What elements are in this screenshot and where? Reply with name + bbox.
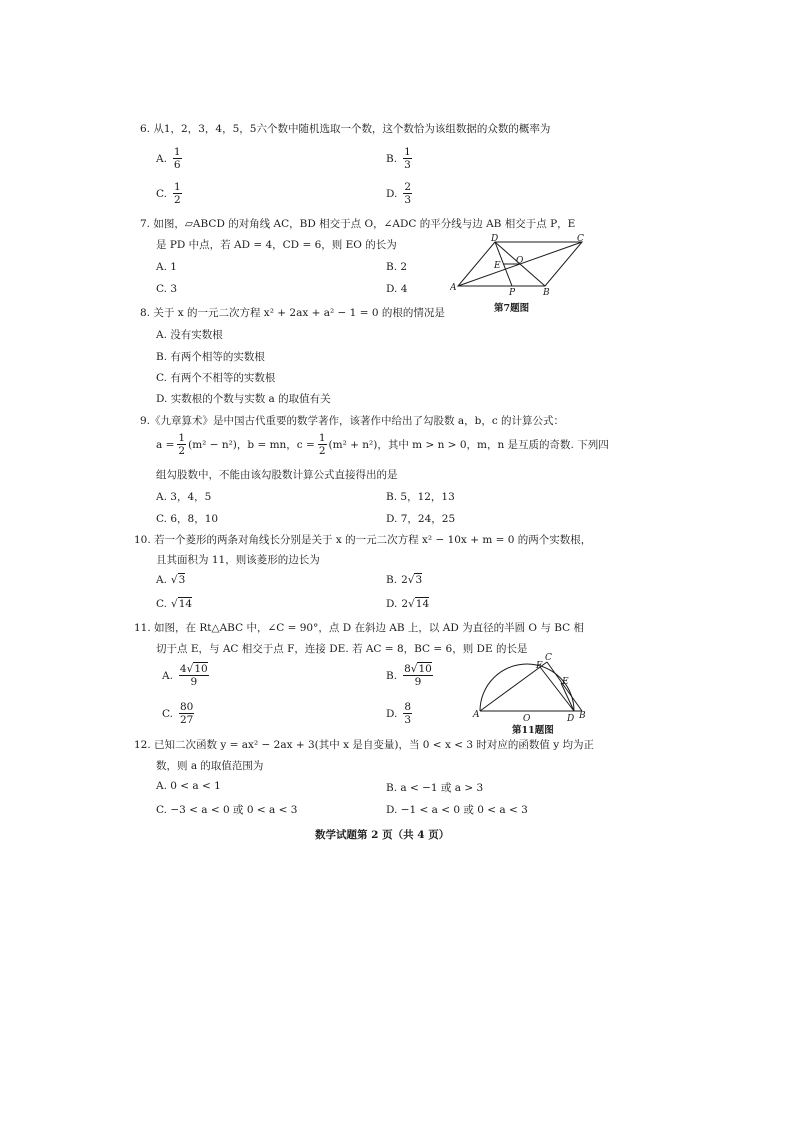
q12-option-b[interactable]: B. a < −1 或 a > 3	[386, 782, 484, 794]
q9-formula-a-prefix: a =	[156, 438, 175, 451]
q7-option-a[interactable]: A. 1	[156, 261, 177, 273]
q12-option-d[interactable]: D. −1 < a < 0 或 0 < a < 3	[386, 804, 528, 816]
q6-option-a[interactable]	[156, 146, 182, 171]
q11-semicircle-arc	[480, 664, 574, 711]
q6-option-d-label: D.	[386, 187, 398, 200]
q11-d-numerator: 8	[404, 701, 412, 713]
q11-label-c: C	[545, 653, 552, 663]
q7-label-e: E	[494, 261, 501, 271]
q11-a-denominator: 9	[190, 676, 198, 688]
q12-stem-line2: 数，则 a 的取值范围为	[156, 760, 264, 772]
q9-formula-a-suffix: (m² − n²)，b = mn，c =	[188, 439, 315, 451]
q11-option-d-label: D.	[386, 707, 398, 720]
q9-stem-line1: 9.《九章算术》是中国古代重要的数学著作，该著作中给出了勾股数 a，b，c 的计算公式：	[140, 415, 565, 427]
q11-stem-line2: 切于点 E，与 AC 相交于点 F，连接 DE. 若 AC = 8，BC = 6，则 DE 的长是	[156, 643, 528, 655]
q6-b-numerator: 1	[404, 146, 411, 158]
q6-a-denominator: 6	[173, 159, 181, 171]
q9-option-d[interactable]: D. 7，24，25	[386, 513, 456, 525]
q10-option-b[interactable]	[386, 573, 422, 586]
q10-stem-line2: 且其面积为 11，则该菱形的边长为	[156, 554, 320, 566]
q11-d-denominator: 3	[404, 714, 412, 726]
q11-b-radicand: 10	[418, 663, 432, 675]
q7-option-c[interactable]: C. 3	[156, 283, 178, 295]
q6-a-numerator: 1	[173, 146, 181, 158]
q11-stem-line1: 11. 如图，在 Rt△ABC 中，∠C = 90°，点 D 在斜边 AB 上，以 AD 为直径的半圆 O 与 BC 相	[134, 622, 585, 634]
q6-c-numerator: 1	[174, 181, 181, 193]
q11-label-e: E	[562, 677, 569, 687]
q11-figure-caption: 第11题图	[512, 725, 554, 736]
q10-a-radicand: 3	[178, 574, 186, 586]
q7-option-b[interactable]: B. 2	[386, 261, 408, 273]
q9-formula-a-frac-den: 2	[178, 445, 186, 457]
q6-option-c-label: C.	[156, 187, 167, 200]
q11-label-b: B	[579, 711, 586, 721]
q7-label-c: C	[577, 234, 584, 244]
q7-label-p: P	[509, 288, 516, 296]
q6-option-c[interactable]	[156, 181, 182, 206]
q7-option-d[interactable]: D. 4	[386, 283, 408, 295]
q10-option-d[interactable]	[386, 597, 429, 610]
q12-option-a[interactable]: A. 0 < a < 1	[156, 780, 221, 792]
q6-stem: 6. 从1，2，3，4，5，5六个数中随机选取一个数，这个数恰为该组数据的众数的概率为	[140, 123, 551, 135]
q11-option-c-label: C.	[162, 707, 173, 720]
q10-b-coefficient: 2	[401, 573, 408, 586]
q10-stem-line1: 10. 若一个菱形的两条对角线长分别是关于 x 的一元二次方程 x² − 10x + m = 0 的两个实数根，	[134, 534, 592, 546]
q8-stem: 8. 关于 x 的一元二次方程 x² + 2ax + a² − 1 = 0 的根的情况是	[140, 307, 445, 319]
q11-option-d[interactable]	[386, 701, 412, 726]
q7-stem-line1: 7. 如图，▱ABCD 的对角线 AC，BD 相交于点 O，∠ADC 的平分线与边 AB 相交于点 P，E	[140, 218, 576, 230]
q6-d-numerator: 2	[404, 181, 412, 193]
q9-option-a[interactable]: A. 3，4，5	[156, 491, 212, 503]
q10-option-b-label: B.	[386, 573, 398, 586]
q7-stem-line2: 是 PD 中点，若 AD = 4，CD = 6，则 EO 的长为	[156, 239, 397, 251]
q11-option-c[interactable]	[162, 701, 194, 726]
q11-c-denominator: 27	[180, 714, 194, 726]
q7-figure-parallelogram	[450, 232, 590, 296]
q10-option-a[interactable]	[156, 573, 185, 586]
q10-d-radicand: 14	[415, 598, 430, 610]
q9-stem-line3: 组勾股数中，不能由该勾股数计算公式直接得出的是	[156, 469, 398, 481]
q11-c-numerator: 80	[180, 701, 194, 713]
q9-formula-a-frac-num: 1	[178, 432, 186, 444]
q10-option-c-label: C.	[156, 597, 167, 610]
q8-option-a[interactable]: A. 没有实数根	[156, 329, 223, 341]
q8-option-d[interactable]: D. 实数根的个数与实数 a 的取值有关	[156, 393, 331, 405]
q6-option-b-label: B.	[386, 152, 398, 165]
q9-option-b[interactable]: B. 5，12，13	[386, 491, 455, 503]
q8-option-b[interactable]: B. 有两个相等的实数根	[156, 351, 265, 363]
q11-label-o: O	[523, 714, 531, 722]
q6-d-denominator: 3	[404, 194, 412, 206]
q9-formula-c-frac-num: 1	[318, 432, 326, 444]
sqrt-icon: √	[186, 663, 194, 675]
q10-d-coefficient: 2	[401, 597, 409, 610]
q10-option-c[interactable]	[156, 597, 192, 610]
q11-b-denominator: 9	[414, 676, 422, 688]
q11-a-radicand: 10	[194, 663, 208, 675]
sqrt-icon: √	[407, 573, 415, 586]
page-footer: 数学试题第 2 页（共 4 页）	[315, 829, 450, 841]
sqrt-icon: √	[170, 573, 178, 586]
q11-option-b[interactable]	[386, 663, 433, 688]
q6-c-denominator: 2	[174, 194, 181, 206]
q12-option-c[interactable]: C. −3 < a < 0 或 0 < a < 3	[156, 804, 298, 816]
sqrt-icon: √	[171, 597, 178, 610]
sqrt-icon: √	[408, 597, 415, 610]
q9-option-c[interactable]: C. 6，8，10	[156, 513, 219, 525]
q10-option-a-label: A.	[156, 573, 167, 586]
q6-option-a-label: A.	[156, 152, 167, 165]
q11-option-a[interactable]	[162, 663, 209, 688]
q11-a-coefficient: 4	[179, 663, 187, 675]
q11-option-a-label: A.	[162, 669, 173, 682]
q10-c-radicand: 14	[178, 598, 193, 610]
q9-formula-c-suffix: (m² + n²)，其中 m > n > 0，m，n 是互质的奇数. 下列四	[328, 439, 609, 451]
q7-label-d: D	[491, 234, 499, 244]
q7-label-a: A	[450, 283, 457, 293]
q6-b-denominator: 3	[404, 159, 411, 171]
q11-label-a: A	[473, 710, 480, 720]
sqrt-icon: √	[410, 663, 418, 675]
q11-option-b-label: B.	[386, 669, 398, 682]
q11-figure-semicircle	[470, 650, 590, 722]
q9-formula-line	[156, 432, 609, 457]
q11-label-d: D	[567, 714, 575, 722]
q6-option-b[interactable]	[386, 146, 412, 171]
q8-option-c[interactable]: C. 有两个不相等的实数根	[156, 372, 276, 384]
q11-b-coefficient: 8	[404, 663, 411, 675]
q10-b-radicand: 3	[415, 574, 423, 586]
q7-label-b: B	[543, 288, 550, 296]
q9-formula-c-frac-den: 2	[318, 445, 326, 457]
q11-label-f: F	[536, 661, 543, 671]
q6-option-d[interactable]	[386, 181, 412, 206]
q7-figure-caption: 第7题图	[494, 303, 530, 314]
q10-option-d-label: D.	[386, 597, 398, 610]
q7-label-o: O	[516, 256, 524, 266]
q12-stem-line1: 12. 已知二次函数 y = ax² − 2ax + 3(其中 x 是自变量)，当 0 < x < 3 时对应的函数值 y 均为正	[134, 739, 594, 751]
